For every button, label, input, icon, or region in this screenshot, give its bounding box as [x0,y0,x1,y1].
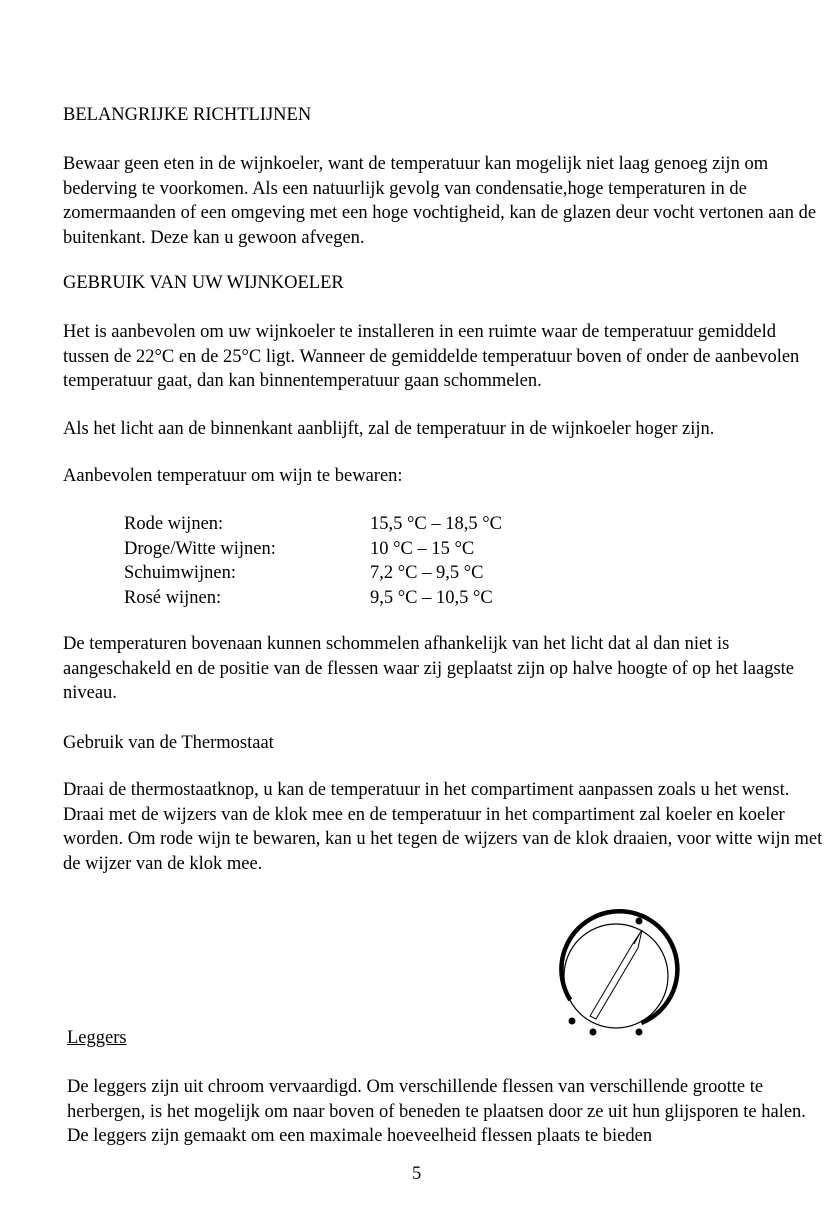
paragraph-text: Draai met de wijzers van de klok mee en de temperatuur in het compartiment zal koeler en koeler worden. Om rode wijn te bewaren, kan u het tegen de wijzers van de klok draaien, voor witte wijn met de wijzer van de klok mee. [63,804,823,874]
paragraph-recommended-temp [63,464,823,489]
table-row [124,537,502,562]
paragraph-text: De temperaturen bovenaan kunnen schommelen afhankelijk van het licht dat al dan niet is aangeschakeld en de positie van de flessen waar zij geplaatst zijn op halve hoogte of op het laagste niveau. [63,634,794,703]
temperature-table [124,512,502,610]
dial-knob-icon [564,924,668,1028]
temperature-range: 15,5 °C – 18,5 °C [370,514,502,534]
paragraph-fluctuation [63,632,823,706]
temperature-range: 9,5 °C – 10,5 °C [370,587,493,608]
dial-marker-dot [636,918,643,925]
heading-leggers: Leggers [67,1028,127,1048]
wine-type: Droge/Witte wijnen: [124,538,276,559]
page-number: 5 [412,1164,422,1184]
thermostat-dial-illustration [548,908,684,1040]
paragraph-text: Als het licht aan de binnenkant aanblijft, zal de temperatuur in de wijnkoeler hoger zijn. [63,419,715,439]
wine-type: Schuimwijnen: [124,563,237,583]
temperature-range: 10 °C – 15 °C [370,538,475,559]
paragraph-installation [63,320,823,394]
temperature-range: 7,2 °C – 9,5 °C [370,563,484,583]
paragraph-light-note [63,417,823,442]
table-row [124,586,502,611]
heading-gebruik-wijnkoeler: GEBRUIK VAN UW WIJNKOELER [63,273,344,293]
dial-marker-dot [569,1018,576,1025]
wine-type: Rosé wijnen: [124,587,222,608]
table-row [124,561,502,586]
paragraph-storage-guidelines [63,152,823,250]
wine-type: Rode wijnen: [124,514,224,534]
heading-thermostaat: Gebruik van de Thermostaat [63,733,274,753]
paragraph-thermostat-instructions [63,778,823,876]
paragraph-text: Het is aanbevolen om uw wijnkoeler te installeren in een ruimte waar de temperatuur gemiddeld tussen de 22°C en de 25°C ligt. Wanneer de gemiddelde temperatuur boven of onder de aanbevolen temperatuur gaat, dan kan binnentemperatuur gaan schommelen. [63,322,800,391]
paragraph-text: Aanbevolen temperatuur om wijn te bewaren: [63,466,403,486]
paragraph-text: Draai de thermostaatknop, u kan de temperatuur in het compartiment aanpassen zoals u het wenst. [63,780,790,800]
paragraph-shelves [67,1075,823,1149]
heading-belangrijke-richtlijnen: BELANGRIJKE RICHTLIJNEN [63,105,312,125]
paragraph-text: Bewaar geen eten in de wijnkoeler, want de temperatuur kan mogelijk niet laag genoeg zijn om bederving te voorkomen. Als een natuurlijk gevolg van condensatie,hoge temperaturen in de zomermaanden of een omgeving met een hoge vochtigheid, kan de glazen deur vocht vertonen aan de buitenkant. Deze kan u gewoon afvegen. [63,154,817,248]
table-row [124,512,502,537]
paragraph-text: De leggers zijn uit chroom vervaardigd. Om verschillende flessen van verschillende grootte te herbergen, is het mogelijk om naar boven of beneden te plaatsen door ze uit hun glijsporen te halen. De leggers zijn gemaakt om een maximale hoeveelheid flessen plaats te bieden [67,1077,806,1146]
